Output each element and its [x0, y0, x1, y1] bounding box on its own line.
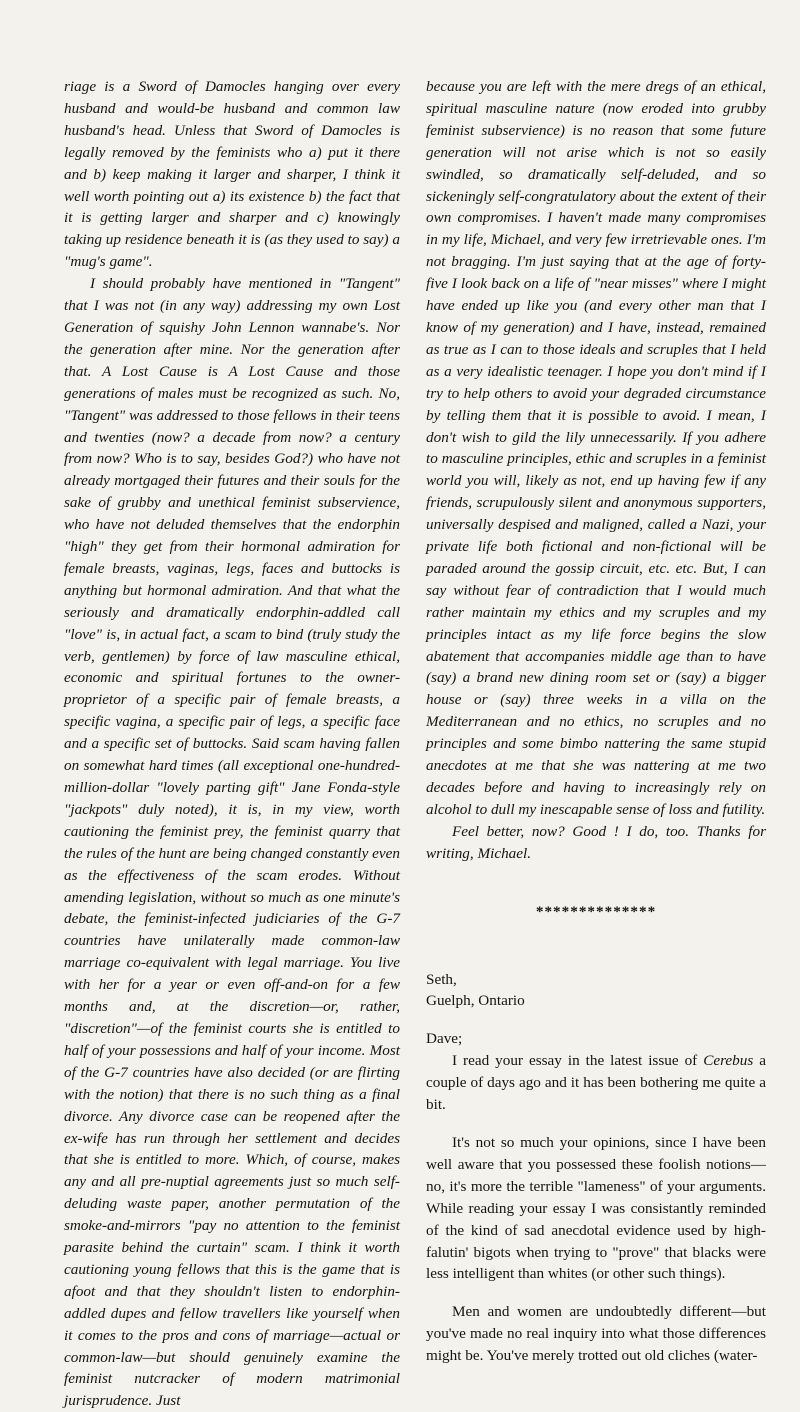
letter-paragraph-1-end: a couple of days ago and it has been bothering me quite a bit. [426, 1052, 766, 1114]
paragraph-1: riage is a Sword of Damocles hanging over every husband and would-be husband and common law husband's head. Unless that Sword of Damocles is legally removed by the feminists who a) put it there and b) keep making it larger and sharper, I think it well worth pointing out a) its existence b) the fact that it is getting larger and sharper and c) knowingly taking up residence beneath it is (as they used to say) a "mug's game". [64, 78, 400, 271]
paragraph-3: because you are left with the mere dregs of an ethical, spiritual masculine nature (now eroded into grubby feminist subservience) is no reason that some future generation will not arise which is not so easily swindled, so dramatically self-deluded, and so sickeningly self-congratulatory about the extent of their own compromises. I haven't made many compromises in my life, Michael, and very few irretrievable ones. I'm not bragging. I'm just saying that at the age of forty-five I look back on a life of "near misses" where I might have ended up like you (and every other man that I know of my generation) and I have, instead, remained as true as I can to those ideals and scruples that I held as a very idealistic teenager. I hope you don't mind if I try to help others to avoid your degraded circumstance by telling them that it is possible to avoid. I mean, I don't wish to gild the lily unnecessarily. If you adhere to masculine principles, ethic and scruples in a feminist world you will, likely as not, end up having few if any friends, scrupulously silent and anonymous supporters, universally despised and maligned, called a Nazi, your private life both fictional and non-fictional will be paraded around the gossip circuit, etc. etc. But, I can say without fear of contradiction that I would much rather maintain my ethics and my scruples and my principles intact as my life force begins the slow abatement that accompanies middle age than to have (say) a brand new dining room set or (say) a bigger house or (say) three weeks in a villa on the Mediterranean and no ethics, no scruples and no principles and some bimbo nattering the same stupid anecdotes at me that she was nattering at me two decades before and having to increasingly rely on alcohol to dull my inescapable sense of loss and futility. [426, 78, 766, 818]
paragraph-2: I should probably have mentioned in "Tangent" that I was not (in any way) addressing my own Lost Generation of squishy John Lennon wannabe's. Nor the generation after mine. Nor the generation after that. A Lost Cause is A Lost Cause and those generations of males must be recognized as such. No, "Tangent" was addressed to those fellows in their teens and twenties (now? a decade from now? a century from now? Who is to say, besides God?) who have not already mortgaged their futures and their souls for the sake of grubby and unethical feminist subservience, who have not deluded themselves that the endorphin "high" they get from their hormonal admiration for female breasts, vaginas, legs, faces and buttocks is anything but hormonal admiration. And that what the seriously and dramatically endorphin-addled call "love" is, in actual fact, a scam to bind (truly study the verb, gentlemen) by force of law masculine ethical, economic and spiritual fortunes to the owner-proprietor of a specific pair of female breasts, a specific vagina, a specific pair of legs, a specific face and a specific set of buttocks. Said scam having fallen on somewhat hard times (all exceptional one-hundred-million-dollar "lovely parting gift" Jane Fonda-style "jackpots" duly noted), it is, in my view, worth cautioning the feminist prey, the feminist quarry that the rules of the hunt are being changed constantly even as the effectiveness of the scam erodes. Without amending legislation, without so much as one minute's debate, the feminist-infected judiciaries of the G-7 countries have unilaterally made common-law marriage co-equivalent with legal marriage. You live with her for a year or even off-and-on for a few months and, at the discretion—or, rather, "discretion"—of the feminist courts she is entitled to half of your possessions and half of your income. Most of the G-7 countries have also decided (or are flirting with the notion) that there is no such thing as a final divorce. Any divorce case can be reopened after the ex-wife has run through her settlement and decides that she is entitled to more. Which, of course, makes any and all pre-nuptial agreements just so much self-deluding waste paper, another permutation of the smoke-and-mirrors "pay no attention to the feminist parasite behind the curtain" scam. I think it worth cautioning young fellows that this is the game that is afoot and that they shouldn't listen to endorphin-addled dupes and fellow travellers like yourself when it comes to the pros and cons of marriage—actual or common-law—but should genuinely examine the feminist nutcracker of modern matrimonial jurisprudence. Just [64, 275, 400, 1410]
letter-sender-place: Guelph, Ontario [426, 992, 525, 1010]
publication-title: Cerebus [703, 1052, 754, 1070]
section-separator: ************** [535, 902, 657, 920]
letter-paragraph-3: Men and women are undoubtedly different—but you've made no real inquiry into what those differences might be. You've merely trotted out old cliches (water- [426, 1303, 766, 1365]
letter-paragraph-1 [426, 1050, 766, 1116]
right-column [426, 76, 766, 1367]
left-column [64, 76, 400, 1412]
letter-sender-name: Seth, [426, 970, 457, 988]
closing-paragraph: Feel better, now? Good ! I do, too. Thanks for writing, Michael. [426, 822, 766, 862]
letter-paragraph-1-start: I read your essay in the latest issue of [452, 1052, 704, 1070]
letter-paragraph-2: It's not so much your opinions, since I have been well aware that you possessed these foolish notions—no, it's more the terrible "lameness" of your arguments. While reading your essay I was consistantly reminded of the kind of sad anecdotal evidence used by high-falutin' bigots when trying to "prove" that blacks were less intelligent than whites (or other such things). [426, 1133, 766, 1283]
letter-salutation: Dave; [426, 1030, 463, 1048]
